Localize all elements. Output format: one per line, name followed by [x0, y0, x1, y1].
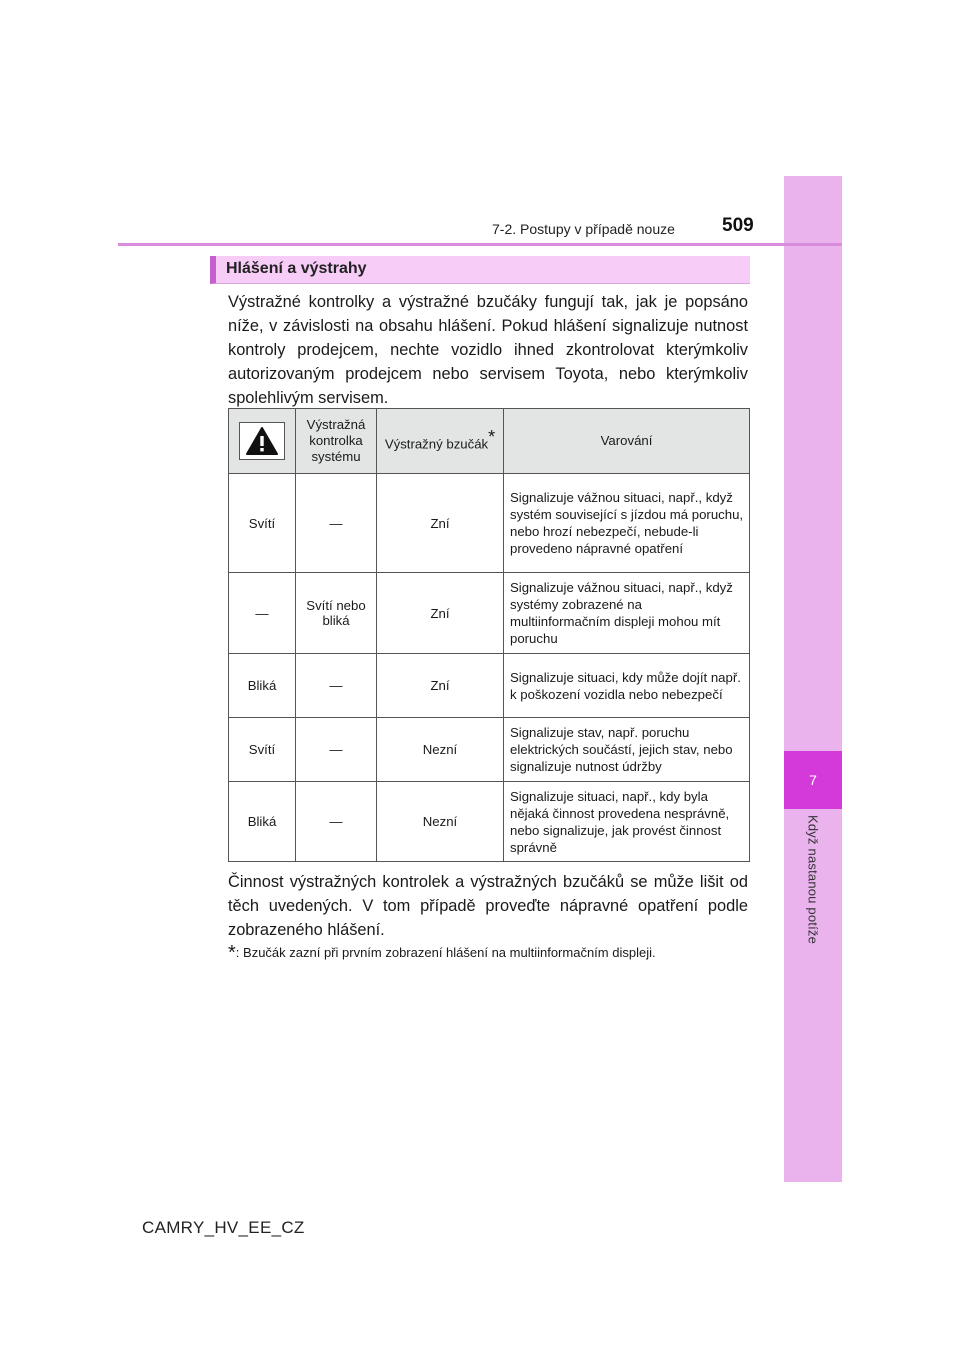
table-header-row	[229, 409, 750, 474]
cell-indicator: —	[296, 718, 377, 782]
chapter-number-tab	[784, 751, 842, 809]
cell-buzzer: Nezní	[377, 718, 504, 782]
table-row	[229, 474, 750, 573]
section-reference: 7-2. Postupy v případě nouze	[492, 221, 675, 237]
header-buzzer	[377, 409, 504, 474]
cell-indicator: —	[296, 474, 377, 573]
header-rule	[118, 243, 842, 246]
header-master-warning	[229, 409, 296, 474]
table-row	[229, 782, 750, 862]
section-title: Hlášení a výstrahy	[210, 256, 750, 284]
chapter-label-wrap	[784, 815, 842, 965]
header-warning: Varování	[504, 409, 750, 474]
cell-warning: Signalizuje vážnou situaci, např., když systém související s jízdou má poruchu, nebo hrozí nebezpečí, nebude-li provedeno nápravné opatření	[504, 474, 750, 573]
table-row	[229, 573, 750, 654]
footnote-mark: *	[228, 942, 236, 964]
header-buzzer-label: Výstražný bzučák	[384, 436, 489, 452]
cell-buzzer: Nezní	[377, 782, 504, 862]
warning-table	[228, 408, 750, 862]
table-row	[229, 718, 750, 782]
header-indicator: Výstražná kontrolka systému	[296, 409, 377, 474]
document-code: CAMRY_HV_EE_CZ	[142, 1218, 305, 1237]
footnote	[228, 942, 768, 965]
cell-warning: Signalizuje vážnou situaci, např., když systémy zobrazené na multiinformačním displeji mohou mít poruchu	[504, 573, 750, 654]
footnote-text: : Bzučák zazní při prvním zobrazení hlášení na multiinformačním displeji.	[235, 945, 656, 960]
chapter-label: Když nastanou potíže	[805, 815, 821, 945]
cell-buzzer: Zní	[377, 573, 504, 654]
cell-buzzer: Zní	[377, 654, 504, 718]
header-buzzer-mark: *	[488, 427, 496, 448]
cell-indicator: Svítí nebo bliká	[296, 573, 377, 654]
cell-master: —	[229, 573, 296, 654]
page-number: 509	[722, 215, 754, 236]
cell-master: Svítí	[229, 474, 296, 573]
cell-buzzer: Zní	[377, 474, 504, 573]
cell-warning: Signalizuje stav, např. poruchu elektrických součástí, jejich stav, nebo signalizuje nutnost údržby	[504, 718, 750, 782]
cell-warning: Signalizuje situaci, např., kdy byla nějaká činnost provedena nesprávně, nebo signalizuje, jak provést činnost správně	[504, 782, 750, 862]
chapter-tab-top	[784, 176, 842, 751]
cell-master: Bliká	[229, 782, 296, 862]
cell-indicator: —	[296, 782, 377, 862]
warning-triangle-icon	[239, 422, 285, 460]
outro-paragraph: Činnost výstražných kontrolek a výstražných bzučáků se může lišit od těch uvedených. V tom případě proveďte nápravné opatření podle zobrazeného hlášení.	[228, 873, 748, 939]
cell-indicator: —	[296, 654, 377, 718]
chapter-number: 7	[809, 772, 817, 788]
cell-master: Svítí	[229, 718, 296, 782]
cell-warning: Signalizuje situaci, kdy může dojít např. k poškození vozidla nebo nebezpečí	[504, 654, 750, 718]
intro-paragraph: Výstražné kontrolky a výstražné bzučáky fungují tak, jak je popsáno níže, v závislosti na obsahu hlášení. Pokud hlášení signalizuje nutnost kontroly prodejcem, nechte vozidlo ihned zkontrolovat kterýmkoliv autorizovaným prodejcem nebo servisem Toyota, nebo kterýmkoliv spolehlivým servisem.	[228, 293, 748, 407]
table-row	[229, 654, 750, 718]
cell-master: Bliká	[229, 654, 296, 718]
